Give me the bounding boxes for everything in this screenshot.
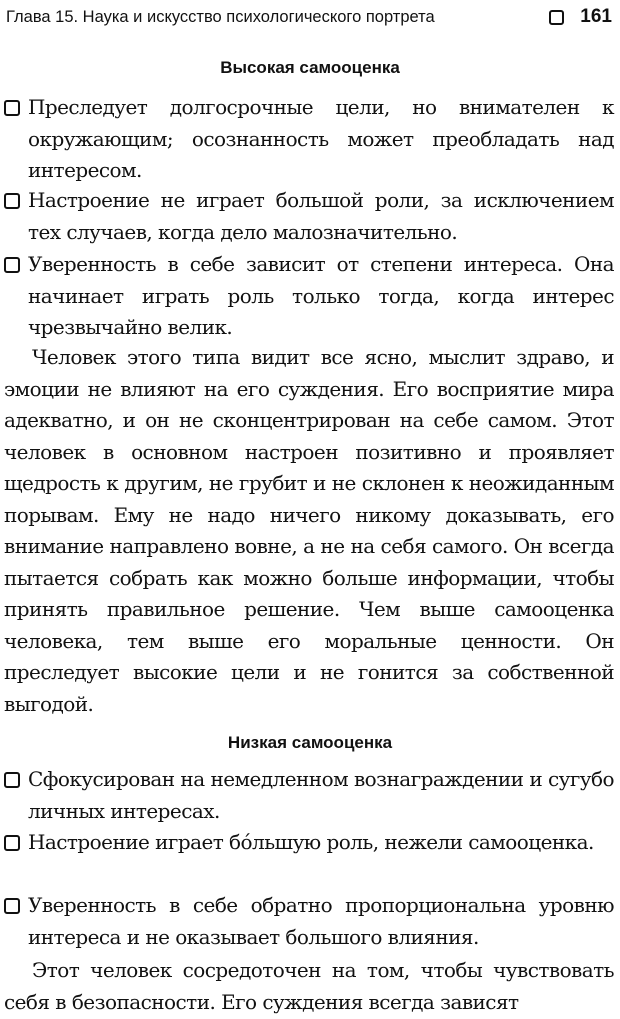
- checkbox-ornament-icon: [549, 10, 564, 25]
- checkbox-bullet-icon: [4, 835, 20, 851]
- list-item-text: Преследует долгосрочные цели, но внимателен к окружающим; осознанность может преобладать над интересом.: [28, 95, 614, 182]
- list-item: [4, 764, 614, 827]
- list-item-text: Настроение не играет большой роли, за исключением тех случаев, когда дело малозначительно.: [28, 188, 614, 244]
- checkbox-bullet-icon: [4, 772, 20, 788]
- page-number: 161: [580, 6, 612, 27]
- list-item: [4, 185, 614, 248]
- list-item-text: Уверенность в себе обратно пропорциональна уровню интереса и не оказывает большого влияния.: [28, 893, 614, 949]
- list-item: [4, 92, 614, 187]
- checkbox-bullet-icon: [4, 898, 20, 914]
- running-head: [6, 4, 612, 30]
- section-heading-low-self-esteem: Низкая самооценка: [227, 733, 393, 752]
- list-item-text: Настроение играет бóльшую роль, нежели самооценка.: [28, 830, 594, 854]
- chapter-title: Глава 15. Наука и искусство психологического портрета: [6, 7, 435, 26]
- list-item-text: Сфокусирован на немедленном вознаграждении и сугубо личных интересах.: [28, 767, 614, 823]
- body-paragraph: Человек этого типа видит все ясно, мыслит здраво, и эмоции не влияют на его суждения. Его восприятие мира адекватно, и он не сконцентрирован на себе самом. Этот человек в основном настроен позитивно и проявляет щедрость к другим, не грубит и не склонен к неожиданным порывам. Ему не надо ничего никому доказывать, его внимание направлено вовне, а не на себя самого. Он всегда пытается собрать как можно больше информации, чтобы принять правильное решение. Чем выше самооценка человека, тем выше его моральные ценности. Он преследует высокие цели и не гонится за собственной выгодой.: [4, 345, 614, 716]
- list-item: [4, 249, 614, 344]
- body-paragraph: Этот человек сосредоточен на том, чтобы чувствовать себя в безопасности. Его суждения всегда зависят: [4, 958, 614, 1014]
- section-heading-high-self-esteem: Высокая самооценка: [220, 58, 400, 77]
- checkbox-bullet-icon: [4, 257, 20, 273]
- list-item: [4, 827, 614, 859]
- checkbox-bullet-icon: [4, 193, 20, 209]
- list-item-text: Уверенность в себе зависит от степени интереса. Она начинает играть роль только тогда, когда интерес чрезвычайно велик.: [28, 252, 614, 339]
- checkbox-bullet-icon: [4, 100, 20, 116]
- list-item: [4, 890, 614, 953]
